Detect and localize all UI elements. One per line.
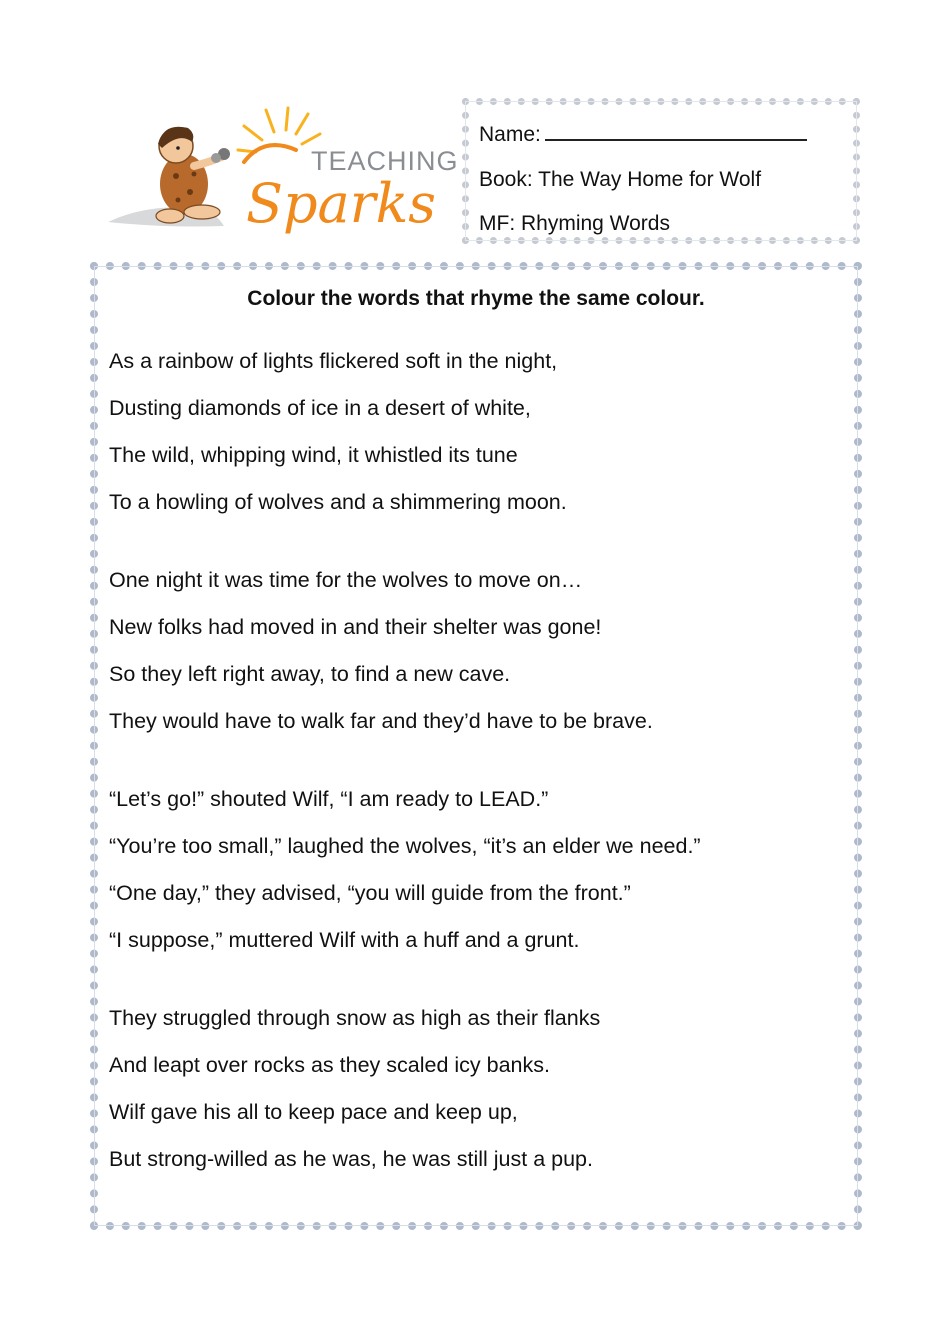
stanza-2 (109, 557, 653, 745)
poem-line: “One day,” they advised, “you will guide from the front.” (109, 881, 631, 905)
name-line (479, 113, 853, 158)
poem-line: One night it was time for the wolves to move on… (109, 568, 583, 592)
poem-line: New folks had moved in and their shelter was gone! (109, 615, 602, 639)
poem-line: They would have to walk far and they’d have to be brave. (109, 709, 653, 733)
teaching-sparks-logo (106, 104, 456, 244)
poem-box (90, 262, 862, 1230)
instruction-heading: Colour the words that rhyme the same colour. (247, 287, 705, 310)
poem-line: As a rainbow of lights flickered soft in the night, (109, 349, 558, 373)
poem-line: To a howling of wolves and a shimmering moon. (109, 490, 567, 514)
poem-line: “Let’s go!” shouted Wilf, “I am ready to LEAD.” (109, 787, 549, 811)
caveman-mascot-icon (106, 104, 456, 244)
name-blank-field[interactable] (545, 122, 807, 141)
stanza-4 (109, 995, 600, 1183)
student-info-box (462, 98, 860, 244)
poem-line: Dusting diamonds of ice in a desert of white, (109, 396, 531, 420)
poem-line: And leapt over rocks as they scaled icy banks. (109, 1053, 550, 1077)
book-line: Book: The Way Home for Wolf (479, 167, 762, 191)
poem-line: But strong-willed as he was, he was still just a pup. (109, 1147, 593, 1171)
poem-line: They struggled through snow as high as their flanks (109, 1006, 601, 1030)
mf-line: MF: Rhyming Words (479, 212, 670, 235)
name-label: Name: (479, 123, 541, 146)
svg-text:TEACHING: TEACHING (311, 146, 456, 176)
poem-line: “I suppose,” muttered Wilf with a huff and a grunt. (109, 928, 580, 952)
poem-line: The wild, whipping wind, it whistled its tune (109, 443, 518, 467)
poem-line: So they left right away, to find a new cave. (109, 662, 511, 686)
poem-line: “You’re too small,” laughed the wolves, “it’s an elder we need.” (109, 834, 701, 858)
stanza-3 (109, 776, 701, 964)
stanza-1 (109, 338, 567, 526)
poem-line: Wilf gave his all to keep pace and keep up, (109, 1100, 518, 1124)
svg-text:Sparks: Sparks (246, 172, 437, 235)
